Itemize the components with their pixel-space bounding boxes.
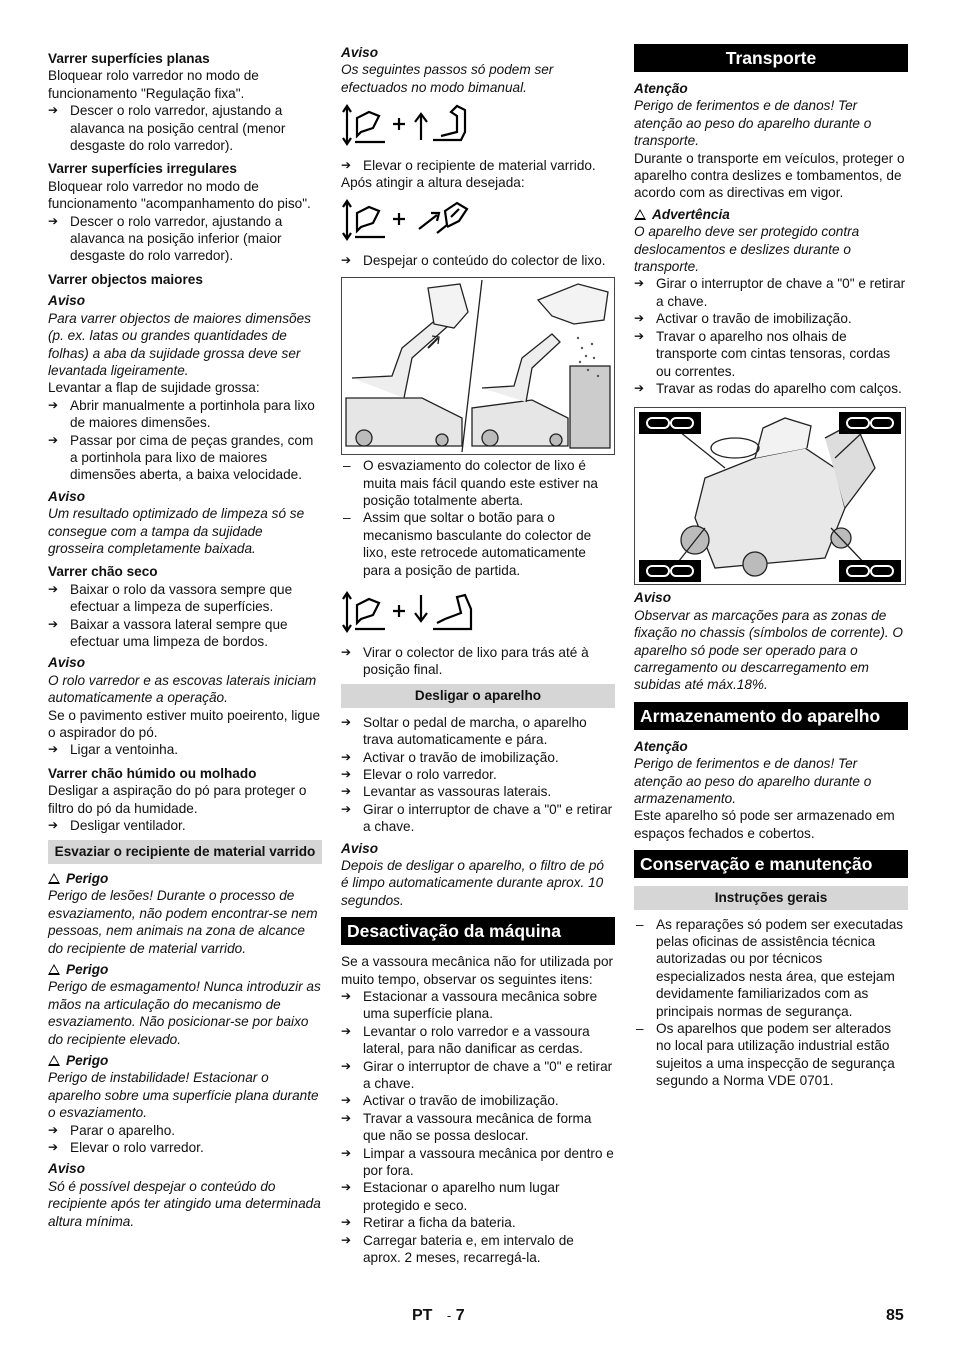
emptying-illustration	[341, 277, 615, 455]
aviso-label: Aviso	[48, 488, 86, 504]
advertencia-text: O aparelho deve ser protegido contra deslocamentos e deslizes durante o transporte.	[634, 224, 860, 275]
dash-item: – As reparações só podem ser executadas pelas oficinas de assistência técnica autorizadas ou por técnicos especializados nesta área, que estejam devidamente familiarizados com as principais normas de segurança.	[634, 916, 908, 1020]
page-number: 85	[886, 1307, 904, 1324]
bullet: ➔ Passar por cima de peças grandes, com a portinhola para lixo de maiores dimensões aberta, a baixa velocidade.	[48, 432, 322, 484]
tie-down-illustration	[634, 407, 906, 585]
atencao-text: Perigo de ferimentos e de danos! Ter atenção ao peso do aparelho durante o transporte.	[634, 98, 872, 149]
pedal-dump-icon-group	[341, 197, 481, 241]
pedal-lower-icon-group	[341, 589, 481, 633]
bullet: ➔ Travar a vassoura mecânica de forma que não se possa deslocar.	[341, 1110, 615, 1145]
section-heading-general: Instruções gerais	[634, 886, 908, 909]
warning-icon	[634, 209, 646, 220]
bullet: ➔ Activar o travão de imobilização.	[341, 749, 615, 766]
section-title-storage: Armazenamento do aparelho	[634, 702, 908, 730]
bullet: ➔ Virar o colector de lixo para trás até à posição final.	[341, 644, 615, 679]
heading-large-objects: Varrer objectos maiores	[48, 271, 203, 287]
bullet: ➔ Levantar as vassouras laterais.	[341, 783, 615, 800]
aviso-text: Os seguintes passos só podem ser efectuados no modo bimanual.	[341, 62, 554, 95]
bullet: ➔ Elevar o rolo varredor.	[48, 1139, 322, 1156]
aviso-text: Para varrer objectos de maiores dimensões (p. ex. latas ou grandes quantidades de folhas) a aba da sujidade grossa deve ser levantada ligeiramente.	[48, 310, 311, 378]
bullet: ➔ Girar o interruptor de chave a "0" e retirar a chave.	[634, 275, 908, 310]
heading-irregular: Varrer superfícies irregulares	[48, 161, 237, 177]
bullet: ➔ Girar o interruptor de chave a "0" e retirar a chave.	[341, 801, 615, 836]
aviso-text: Um resultado optimizado de limpeza só se consegue com a tampa da sujidade grosseira completamente baixada.	[48, 506, 305, 556]
aviso-label: Aviso	[48, 1161, 86, 1177]
aviso-label: Aviso	[48, 655, 86, 671]
bullet: ➔ Descer o rolo varredor, ajustando a alavanca na posição central (menor desgaste do rolo varredor).	[48, 102, 322, 154]
aviso-text: Depois de desligar o aparelho, o filtro de pó é limpo automaticamente durante aprox. 10 segundos.	[341, 857, 604, 908]
aviso-label: Aviso	[634, 590, 672, 606]
bullet: ➔ Limpar a vassoura mecânica por dentro e por fora.	[341, 1145, 615, 1180]
heading-wet-floor: Varrer chão húmido ou molhado	[48, 765, 257, 781]
bullet: ➔ Parar o aparelho.	[48, 1122, 322, 1139]
paragraph: Após atingir a altura desejada:	[341, 175, 525, 191]
bullet: ➔ Activar o travão de imobilização.	[634, 310, 908, 327]
perigo-text: Perigo de instabilidade! Estacionar o aparelho sobre uma superfície plana durante o esvaziamento.	[48, 1070, 319, 1121]
aviso-label: Aviso	[341, 45, 379, 60]
heading-dry-floor: Varrer chão seco	[48, 564, 158, 580]
bullet: ➔ Estacionar o aparelho num lugar protegido e seco.	[341, 1179, 615, 1214]
dash-item: – O esvaziamento do colector de lixo é muita mais fácil quando este estiver na posição totalmente aberta.	[341, 457, 615, 509]
footer-language: PT - 7	[412, 1307, 465, 1324]
bullet: ➔ Activar o travão de imobilização.	[341, 1092, 615, 1109]
bullet: ➔ Desligar ventilador.	[48, 817, 322, 834]
bullet: ➔ Estacionar a vassoura mecânica sobre uma superfície plana.	[341, 988, 615, 1023]
perigo-text: Perigo de esmagamento! Nunca introduzir as mãos na articulação do mecanismo de esvaziamento. Não posicionar-se por baixo do recipiente elevado.	[48, 979, 321, 1047]
column-1	[48, 44, 322, 1230]
bullet: ➔ Retirar a ficha da bateria.	[341, 1214, 615, 1231]
paragraph: Bloquear rolo varredor no modo de funcionamento "acompanhamento do piso".	[48, 178, 311, 212]
bullet: ➔ Despejar o conteúdo do colector de lixo.	[341, 252, 615, 269]
perigo-label: Perigo	[48, 961, 322, 978]
aviso-text: O rolo varredor e as escovas laterais iniciam automaticamente a operação.	[48, 672, 317, 706]
paragraph: Durante o transporte em veículos, proteger o aparelho contra deslizes e tombamentos, de acordo com as directivas em vigor.	[634, 150, 905, 201]
atencao-label: Atenção	[634, 81, 688, 96]
aviso-label: Aviso	[341, 840, 379, 856]
bullet: ➔ Girar o interruptor de chave a "0" e retirar a chave.	[341, 1058, 615, 1093]
paragraph: Bloquear rolo varredor no modo de funcionamento "Regulação fixa".	[48, 68, 259, 101]
dash-item: – Assim que soltar o botão para o mecanismo basculante do colector de lixo, este retrocede automaticamente para a posição de partida.	[341, 509, 615, 579]
advertencia-label: Advertência	[634, 206, 908, 223]
paragraph: Se a vassoura mecânica não for utilizada por muito tempo, observar os seguintes itens:	[341, 954, 614, 987]
perigo-label: Perigo	[48, 1052, 322, 1069]
bullet: ➔ Elevar o recipiente de material varrido.	[341, 157, 615, 174]
bullet: ➔ Soltar o pedal de marcha, o aparelho trava automaticamente e pára.	[341, 714, 615, 749]
bullet: ➔ Travar o aparelho nos olhais de transporte com cintas tensoras, cordas ou correntes.	[634, 328, 908, 380]
column-2	[341, 44, 615, 1267]
pedal-lift-icon-group	[341, 102, 481, 146]
section-heading-empty-container: Esvaziar o recipiente de material varrido	[48, 840, 322, 863]
bullet: ➔ Elevar o rolo varredor.	[341, 766, 615, 783]
bullet: ➔ Baixar a vassora lateral sempre que efectuar uma limpeza de bordos.	[48, 616, 322, 651]
bullet: ➔ Travar as rodas do aparelho com calços.	[634, 380, 908, 397]
atencao-text: Perigo de ferimentos e de danos! Ter atenção ao peso do aparelho durante o armazenamento.	[634, 756, 872, 806]
heading-flat: Varrer superfícies planas	[48, 51, 210, 66]
aviso-text: Só é possível despejar o conteúdo do recipiente após ter atingido uma determinada altura mínima.	[48, 1178, 321, 1229]
warning-icon	[48, 964, 60, 975]
section-title-maintenance: Conservação e manutenção	[634, 850, 908, 878]
section-title-transport: Transporte	[634, 44, 908, 72]
bullet: ➔ Ligar a ventoinha.	[48, 741, 322, 758]
bullet: ➔ Levantar o rolo varredor e a vassoura lateral, para não danificar as cerdas.	[341, 1023, 615, 1058]
section-heading-switch-off: Desligar o aparelho	[341, 684, 615, 707]
perigo-text: Perigo de lesões! Durante o processo de esvaziamento, não podem encontrar-se nem pessoas, nem animais na zona de alcance do recipiente de material varrido.	[48, 888, 318, 956]
bullet: ➔ Abrir manualmente a portinhola para lixo de maiores dimensões.	[48, 397, 322, 432]
atencao-label: Atenção	[634, 738, 688, 754]
paragraph: Levantar a flap de sujidade grossa:	[48, 380, 260, 396]
paragraph: Desligar a aspiração do pó para proteger o filtro do pó da humidade.	[48, 783, 307, 816]
paragraph: Este aparelho só pode ser armazenado em espaços fechados e cobertos.	[634, 808, 895, 841]
warning-icon	[48, 1055, 60, 1066]
aviso-text: Observar as marcações para as zonas de fixação no chassis (símbolos de corrente). O aparelho só pode ser operado para o carregamento ou descarregamento em subidas até máx.18%.	[634, 607, 903, 693]
section-title-deactivation: Desactivação da máquina	[341, 917, 615, 945]
bullet: ➔ Descer o rolo varredor, ajustando a alavanca na posição inferior (maior desgaste do rolo varredor).	[48, 213, 322, 265]
dash-item: – Os aparelhos que podem ser alterados no local para utilização industrial estão sujeitos a uma inspecção de segurança segundo a Norma VDE 0701.	[634, 1020, 908, 1090]
warning-icon	[48, 873, 60, 884]
column-3	[634, 44, 908, 1090]
bullet: ➔ Carregar bateria e, em intervalo de aprox. 2 meses, recarregá-la.	[341, 1232, 615, 1267]
perigo-label: Perigo	[48, 870, 322, 887]
paragraph: Se o pavimento estiver muito poeirento, ligue o aspirador do pó.	[48, 707, 321, 741]
aviso-label: Aviso	[48, 293, 86, 309]
bullet: ➔ Baixar o rolo da vassora sempre que efectuar a limpeza de superfícies.	[48, 581, 322, 616]
